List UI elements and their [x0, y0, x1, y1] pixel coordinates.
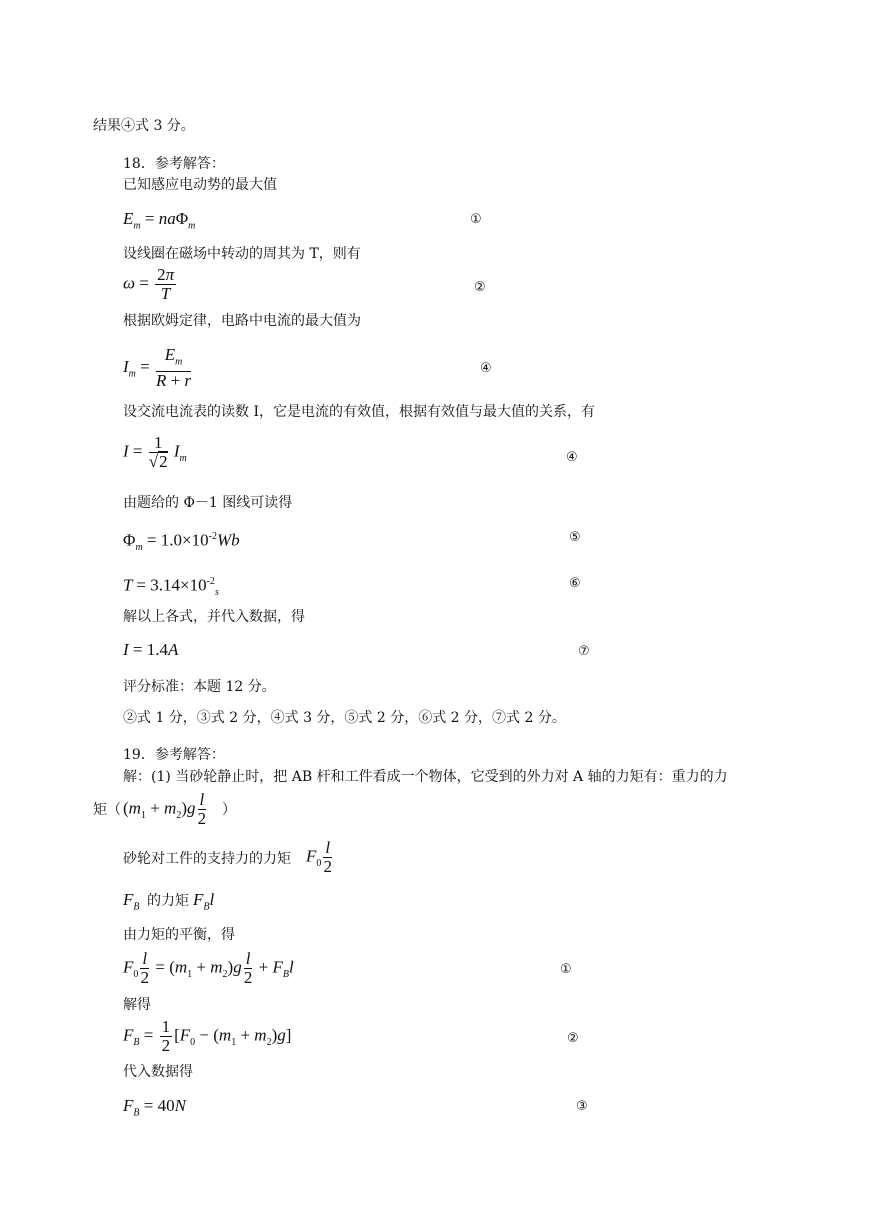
- section-heading-19: 19．参考解答：: [123, 747, 225, 763]
- text-line-prefix: 矩（: [93, 802, 121, 818]
- text-line: 由力矩的平衡，得: [123, 927, 235, 943]
- equation-marker: ②: [474, 280, 486, 295]
- equation-2: ω = $\frac{2\pi}{T}$: [123, 265, 175, 303]
- text-line: 设线圈在磁场中转动的周其为 T，则有: [123, 246, 361, 262]
- text-line: 设交流电流表的读数 I，它是电流的有效值，根据有效值与最大值的关系，有: [123, 404, 595, 420]
- text-line: 解以上各式，并代入数据，得: [123, 609, 305, 625]
- equation-fb-value: $F_B = 40N$: [123, 1096, 186, 1119]
- equation-marker: ②: [567, 1031, 579, 1046]
- equation-solve-fb: $F_B$ = $\frac{1}{2}$ $[F_0 - (m_1 + m_2)g]$: [123, 1017, 292, 1055]
- equation-marker: ①: [560, 962, 572, 977]
- text-line-suffix: ）: [222, 802, 236, 818]
- equation-6: $T = 3.14\times 10^{-2}_s$: [123, 575, 219, 599]
- equation-fb-torque: $F_Bl$: [193, 890, 215, 913]
- text-line-result: 结果④式 3 分。: [93, 118, 195, 134]
- equation-marker: ④: [480, 361, 492, 376]
- text-line: 已知感应电动势的最大值: [123, 177, 277, 193]
- equation-marker: ⑤: [569, 530, 581, 545]
- text-line: 砂轮对工件的支持力的力矩: [123, 851, 291, 867]
- text-line: 的力矩: [147, 893, 189, 909]
- equation-4: I = $\frac{1}{√2}$ $I_m$: [123, 433, 187, 471]
- section-heading-18: 18．参考解答：: [123, 156, 225, 172]
- text-line: 代入数据得: [123, 1064, 193, 1080]
- equation-fb-symbol: $F_B$: [123, 890, 140, 913]
- text-line: 由题给的 Φ－1 图线可读得: [123, 495, 293, 511]
- equation-5: $\Phi_m = 1.0\times 10^{-2}Wb$: [123, 530, 240, 554]
- scoring-detail: ②式 1 分，③式 2 分，④式 3 分，⑤式 2 分，⑥式 2 分，⑦式 2 分。: [123, 710, 566, 726]
- equation-marker: ④: [566, 450, 578, 465]
- text-line: 解得: [123, 997, 151, 1013]
- equation-marker: ①: [470, 212, 482, 227]
- scoring-standard: 评分标准：本题 12 分。: [123, 679, 276, 695]
- equation-7: I = 1.4A: [123, 640, 179, 659]
- equation-marker: ⑦: [578, 644, 590, 659]
- equation-marker: ⑥: [569, 576, 581, 591]
- equation-1: $E_m = na\Phi_m$: [123, 209, 196, 232]
- equation-marker: ③: [576, 1099, 588, 1114]
- text-line: 根据欧姆定律，电路中电流的最大值为: [123, 313, 361, 329]
- equation-support-torque: $F_0$ $\frac{l}{2}$: [306, 838, 332, 876]
- text-line: 解：(1) 当砂轮静止时，把 AB 杆和工件看成一个物体，它受到的外力对 A 轴的力矩有：重力的力: [123, 769, 728, 785]
- equation-3: $I_m$ = $\frac{E_m}{R + r}$: [123, 345, 192, 391]
- equation-gravity-torque: $(m_1 + m_2)g$ $\frac{l}{2}$: [123, 790, 207, 828]
- equation-torque-balance: $F_0$ $\frac{l}{2}$ = $(m_1 + m_2)g$ $\frac{l}{2}$ + $F_Bl$: [123, 949, 294, 987]
